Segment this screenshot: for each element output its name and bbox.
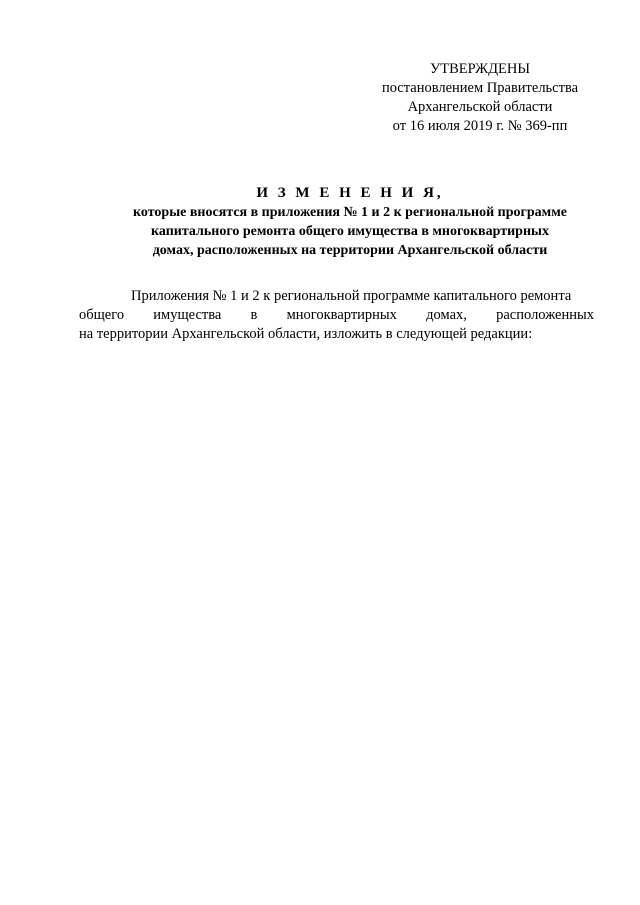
paragraph-word: в bbox=[250, 307, 258, 323]
paragraph-line bbox=[79, 306, 594, 325]
paragraph-word: домах, bbox=[426, 307, 467, 323]
heading-subtitle-line: которые вносятся в приложения № 1 и 2 к региональной программе bbox=[133, 205, 567, 220]
paragraph-word: расположенных bbox=[496, 307, 594, 323]
approval-line: Архангельской области bbox=[407, 99, 553, 115]
document-heading bbox=[60, 183, 640, 260]
paragraph-word: имущества bbox=[153, 307, 222, 323]
approval-line: постановлением Правительства bbox=[381, 80, 579, 96]
paragraph-line: на территории Архангельской области, изложить в следующей редакции: bbox=[79, 326, 533, 342]
approval-date: от 16 июля 2019 г. № 369-пп bbox=[392, 118, 568, 134]
heading-title: И З М Е Н Е Н И Я, bbox=[256, 185, 444, 201]
heading-subtitle-line: капитального ремонта общего имущества в многоквартирных bbox=[151, 224, 549, 239]
paragraph-line: Приложения № 1 и 2 к региональной программе капитального ремонта bbox=[131, 288, 572, 304]
heading-subtitle-line: домах, расположенных на территории Архангельской области bbox=[152, 243, 548, 258]
approval-title: УТВЕРЖДЕНЫ bbox=[429, 61, 531, 77]
paragraph-word: общего bbox=[79, 307, 125, 323]
paragraph-word: многоквартирных bbox=[286, 307, 397, 323]
approval-stamp bbox=[330, 60, 630, 136]
body-paragraph bbox=[79, 287, 594, 344]
